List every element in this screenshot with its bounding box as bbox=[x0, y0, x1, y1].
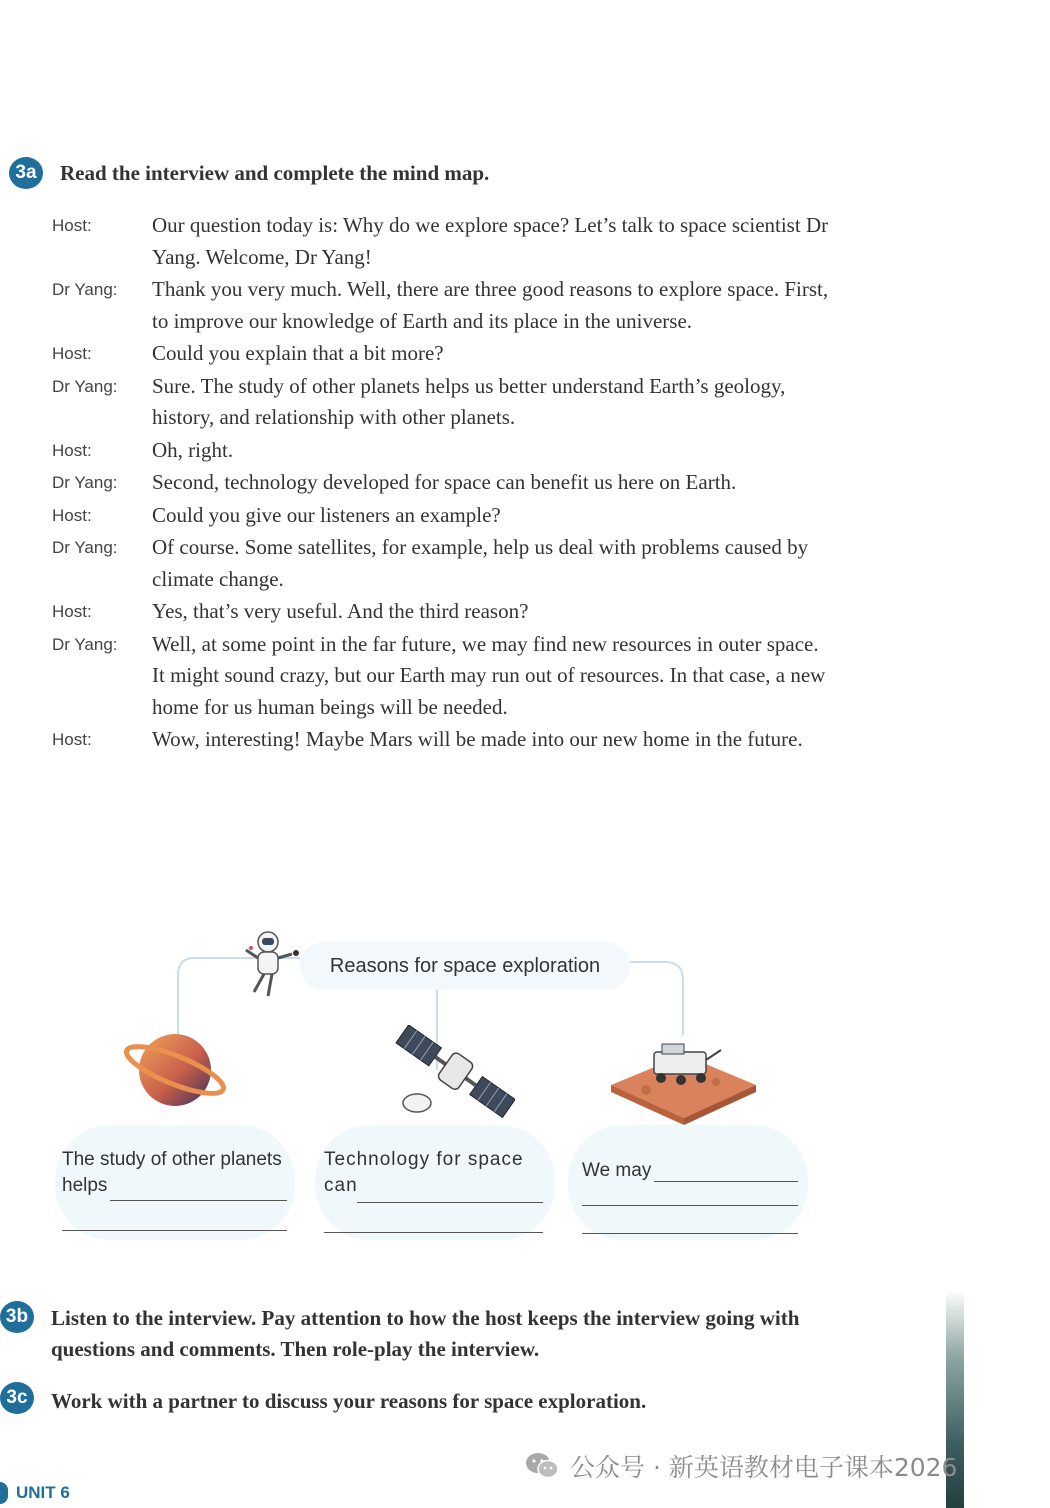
unit-label bbox=[0, 1480, 70, 1506]
branch-3-blank-3[interactable] bbox=[582, 1233, 798, 1234]
unit-tab-marker bbox=[0, 1482, 8, 1504]
dialogue-turn bbox=[52, 435, 832, 467]
section-3b-badge: 3b bbox=[0, 1301, 34, 1333]
section-3a-instruction: Read the interview and complete the mind map. bbox=[60, 161, 490, 185]
section-3a-badge: 3a bbox=[9, 157, 43, 189]
speaker-label: Dr Yang: bbox=[52, 538, 118, 557]
section-3c-badge: 3c bbox=[0, 1382, 34, 1414]
speech-text: Second, technology developed for space can benefit us here on Earth. bbox=[152, 470, 737, 494]
dialogue-turn bbox=[52, 210, 832, 273]
planet-icon bbox=[120, 1025, 230, 1115]
branch-2-prompt: can bbox=[324, 1175, 358, 1196]
branch-3-text: We may bbox=[582, 1160, 652, 1181]
dialogue-turn bbox=[52, 596, 832, 628]
speaker-label: Host: bbox=[52, 730, 92, 749]
speech-text: Thank you very much. Well, there are three good reasons to explore space. First, to improve our knowledge of Earth and its place in the universe. bbox=[152, 277, 829, 333]
speech-text: Yes, that’s very useful. And the third reason? bbox=[152, 599, 529, 623]
speaker-label: Host: bbox=[52, 602, 92, 621]
speaker-label: Dr Yang: bbox=[52, 376, 118, 396]
dialogue-turn bbox=[52, 371, 832, 434]
interview-dialogue bbox=[52, 210, 832, 757]
dialogue-turn bbox=[52, 724, 832, 756]
speech-text: Our question today is: Why do we explore space? Let’s talk to space scientist Dr Yang. Welcome, Dr Yang! bbox=[152, 213, 829, 269]
speaker-label: Host: bbox=[52, 440, 92, 460]
speech-text: Could you explain that a bit more? bbox=[152, 341, 444, 365]
dialogue-turn bbox=[52, 338, 832, 370]
watermark-text: 公众号 · 新英语教材电子课本2026 bbox=[570, 1453, 958, 1482]
speaker-label: Dr Yang: bbox=[52, 473, 118, 492]
astronaut-icon bbox=[236, 926, 306, 1006]
watermark bbox=[524, 1446, 1024, 1486]
speaker-label: Host: bbox=[52, 344, 92, 363]
mind-map-branch-1 bbox=[55, 1125, 295, 1240]
mars-rover-icon bbox=[606, 1030, 761, 1125]
mind-map-central-topic: Reasons for space exploration bbox=[300, 942, 630, 990]
dialogue-turn bbox=[52, 629, 832, 724]
unit-text: UNIT 6 bbox=[16, 1483, 70, 1502]
section-3c-instruction: Work with a partner to discuss your reasons for space exploration. bbox=[51, 1389, 647, 1413]
branch-1-text: The study of other planets bbox=[62, 1149, 282, 1170]
branch-1-blank-1[interactable] bbox=[110, 1200, 287, 1201]
speaker-label: Host: bbox=[52, 216, 92, 235]
speech-text: Of course. Some satellites, for example, help us deal with problems caused by climate change. bbox=[152, 535, 809, 591]
branch-2-blank-1[interactable] bbox=[357, 1202, 543, 1203]
section-3b-instruction: Listen to the interview. Pay attention to how the host keeps the interview going with questions and comments. Then role-play the interview. bbox=[51, 1306, 800, 1361]
speaker-label: Dr Yang: bbox=[52, 634, 118, 654]
speech-text: Could you give our listeners an example? bbox=[152, 502, 501, 527]
mind-map bbox=[0, 920, 1050, 1250]
branch-2-text: Technology for space bbox=[324, 1149, 524, 1170]
speech-text: Oh, right. bbox=[152, 437, 234, 462]
mind-map-branch-3 bbox=[568, 1125, 808, 1240]
satellite-icon bbox=[395, 1025, 515, 1120]
speaker-label: Host: bbox=[52, 505, 92, 525]
speech-text: Sure. The study of other planets helps us better understand Earth’s geology, history, and relationship with other planets. bbox=[152, 373, 786, 429]
speaker-label: Dr Yang: bbox=[52, 280, 118, 299]
branch-3-blank-2[interactable] bbox=[582, 1205, 798, 1206]
branch-1-blank-2[interactable] bbox=[62, 1230, 287, 1231]
dialogue-turn bbox=[52, 500, 832, 532]
branch-1-prompt: helps bbox=[62, 1175, 108, 1196]
branch-2-blank-2[interactable] bbox=[324, 1232, 543, 1233]
branch-3-blank-1[interactable] bbox=[654, 1181, 798, 1182]
dialogue-turn bbox=[52, 467, 832, 499]
wechat-icon bbox=[524, 1451, 560, 1481]
mind-map-branch-2 bbox=[315, 1125, 555, 1240]
dialogue-turn bbox=[52, 274, 832, 337]
dialogue-turn bbox=[52, 532, 832, 595]
speech-text: Well, at some point in the far future, we may find new resources in outer space. It might sound crazy, but our Earth may run out of resources. In that case, a new home for us human beings will be needed. bbox=[152, 631, 826, 719]
speech-text: Wow, interesting! Maybe Mars will be made into our new home in the future. bbox=[152, 727, 803, 751]
